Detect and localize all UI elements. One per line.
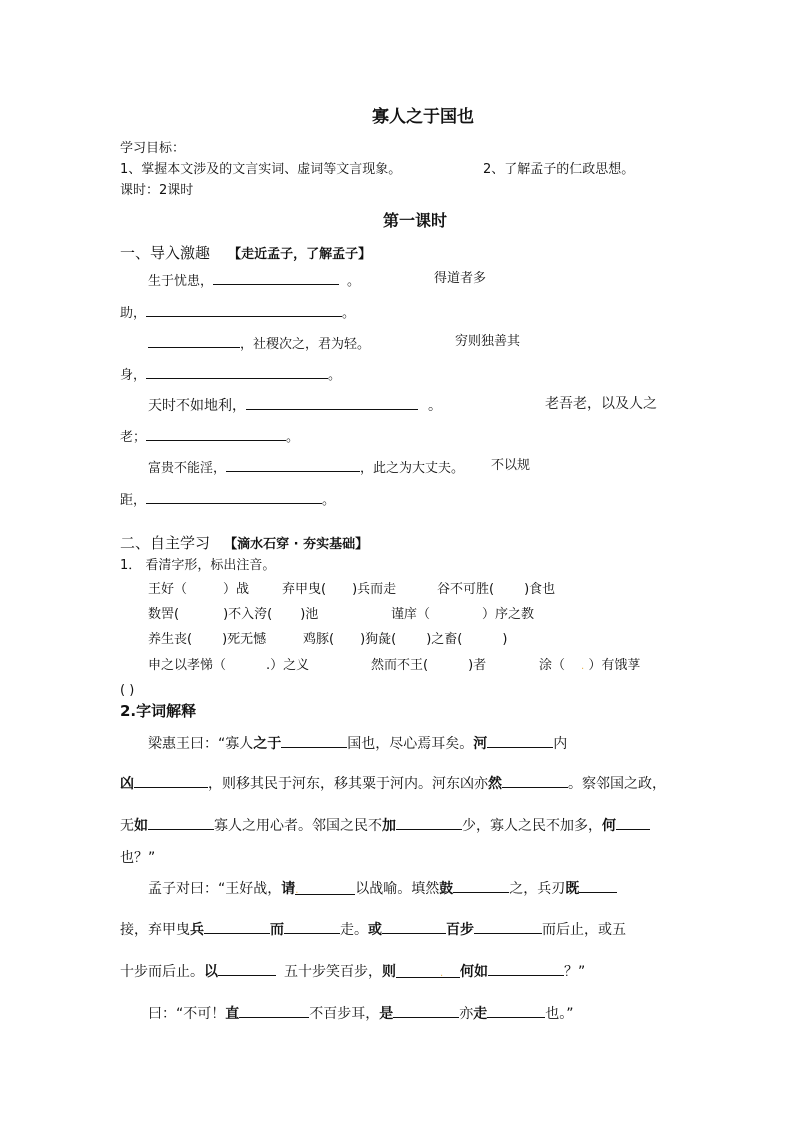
key-word: 则 [382,964,396,980]
key-word: 凶 [120,776,134,792]
passage-line-8 [148,1005,574,1021]
blank-dot: . [295,885,299,896]
pron-text: .）之义 [266,658,310,673]
goal-item-2: 2、了解孟子的仁政思想。 [483,162,635,177]
fill-blank[interactable] [226,459,360,472]
passage-text: ，则移其民于河东，移其粟于河内。河东凶亦 [208,776,488,792]
passage-text: 不百步耳， [309,1006,380,1022]
fill-blank[interactable] [295,882,355,895]
passage-text: 接，弃甲曳 [120,922,190,938]
quote-line-3 [148,335,370,351]
fill-blank[interactable] [284,921,340,934]
quote-text: 。 [342,306,356,321]
quote-text: ，社稷次之，君为轻。 [240,337,371,352]
quote-line-8 [120,491,335,507]
fill-blank[interactable] [213,272,339,285]
passage-text: 走。 [340,922,368,938]
pron-text: ）序之教 [482,607,535,622]
quote-text: 。 [428,398,442,414]
pron-text: )者 [468,658,487,673]
quote-text: 。 [328,368,342,383]
quote-text: 身， [120,368,147,383]
pron-item [437,583,555,596]
quote-text: 。 [286,430,300,445]
section2-heading: 二、自主学习 [120,534,211,552]
passage-text: 十步而后止。 [120,964,204,980]
section2-header [120,536,368,551]
quote-line-5 [148,397,442,413]
quote-text: 。 [347,274,361,289]
pron-text: 申之以孝悌（ [148,658,227,673]
pron-text: )狗彘( [360,632,397,647]
fill-blank[interactable] [204,921,270,934]
pron-row-4 [148,659,309,672]
pron-text: 弃甲曳( [282,582,327,597]
passage-text: 。察邻国之政， [568,776,666,792]
quote-line-7 [148,459,464,475]
key-word: 是 [379,1006,394,1022]
pron-row-5: ( ) [120,683,135,698]
quote-text: 。 [322,493,336,508]
goals-label: 学习目标： [120,141,186,156]
pron-text: 养生丧( [148,632,193,647]
key-word: 百步 [446,922,474,938]
fill-blank[interactable] [502,775,568,788]
quote-text: 天时不如地利， [148,398,246,414]
quote-text: 老吾老，以及人之 [545,396,657,412]
page-title: 寡人之于国也 [372,107,474,127]
passage-text: 之，兵刃 [509,881,566,897]
lesson-hours: 课时：2课时 [120,183,194,198]
quote-text: 富贵不能淫， [148,461,227,476]
section2-subtitle: 【滴水石穿 · 夯实基础】 [224,537,369,552]
pron-text: 然而不王( [371,658,429,673]
goal-item-1: 1、掌握本文涉及的文言实词、虚词等文言现象。 [120,162,402,177]
fill-blank[interactable] [487,1005,545,1018]
pron-dot: . [581,661,585,672]
fill-blank[interactable] [146,428,286,441]
fill-blank[interactable] [146,491,322,504]
pron-text: )池 [300,607,319,622]
key-word: 既 [565,881,580,897]
pron-text: )不入洿( [223,607,273,622]
pron-row-1 [148,583,249,596]
pron-item [303,633,507,646]
section1-heading: 一、导入激趣 [120,244,211,262]
key-word: 或 [368,922,382,938]
fill-blank[interactable] [148,817,214,830]
quote-text: 距， [120,493,147,508]
passage-text: 曰：“不可！ [148,1006,226,1022]
quote-text: 穷则独善其 [455,334,521,349]
pron-text: 鸡豚( [303,632,335,647]
pron-text: 涂（ [539,658,566,673]
key-word: 河 [473,736,488,752]
passage-text: 孟子对曰：“王好战， [148,881,282,897]
fill-blank[interactable] [148,335,240,348]
fill-blank[interactable] [246,397,418,410]
fill-blank[interactable] [488,963,564,976]
pron-text: )死无憾 [222,632,267,647]
pron-text: ) [502,632,508,647]
section2-intro: 1． 看清字形，标出注音。 [120,558,276,573]
key-word: 加 [382,818,396,834]
fill-blank[interactable] [146,304,342,317]
passage-text: 也。” [545,1006,574,1022]
section3-heading: 2.字词解释 [120,702,197,720]
pron-text: )兵而走 [352,582,397,597]
quote-text: 生于忧患， [148,274,214,289]
passage-text: 五十步笑百步， [284,964,382,980]
quote-text: 老； [120,430,147,445]
blank-dot: . [440,968,444,979]
fill-blank[interactable] [146,366,328,379]
key-word: 然 [488,776,502,792]
fill-blank[interactable] [474,921,542,934]
pron-text: ）有饿莩 [584,658,641,673]
key-word: 而 [270,922,284,938]
key-word: 走 [473,1006,488,1022]
passage-line-5 [148,880,617,896]
pron-row-3 [148,633,266,646]
lesson-heading: 第一课时 [383,211,448,230]
fill-blank[interactable] [281,735,347,748]
passage-text: ？” [564,964,586,980]
pron-text: ）战 [223,582,250,597]
key-word: 以 [204,964,218,980]
quote-line-1 [148,272,360,288]
passage-text: 国也，尽心焉耳矣。 [347,736,474,752]
pron-item [539,659,640,672]
passage-line-1 [148,735,567,751]
fill-blank[interactable] [487,735,553,748]
passage-line-7 [120,963,585,979]
key-word: 何如 [460,964,488,980]
passage-text: 无 [120,818,134,834]
quote-text: 得道者多 [434,271,487,286]
passage-text: 而后止，或五 [542,922,626,938]
passage-line-6 [120,921,626,937]
passage-text: 寡人之用心者。邻国之民不 [214,818,382,834]
quote-text: 不以规 [491,458,531,473]
quote-text: ，此之为大丈夫。 [360,461,465,476]
quote-line-6 [120,428,299,444]
quote-text: 助， [120,306,147,321]
fill-blank[interactable] [239,1005,309,1018]
passage-line-3 [120,817,650,833]
passage-line-2 [120,775,666,791]
fill-blank[interactable] [218,963,276,976]
key-word: 鼓 [439,881,454,897]
pron-text: )食也 [524,582,556,597]
pron-text: 谷不可胜( [437,582,495,597]
fill-blank[interactable] [382,921,446,934]
pron-text: )之畜( [426,632,463,647]
passage-text: 内 [553,736,568,752]
key-word: 直 [225,1006,240,1022]
quote-line-2 [120,304,355,320]
key-word: 请 [281,881,296,897]
pron-text: 谨庠（ [391,607,431,622]
section1-subtitle: 【走近孟子，了解孟子】 [228,247,372,262]
fill-blank[interactable] [453,880,509,893]
pron-item [371,659,486,672]
section1-header [120,246,371,261]
pron-item [282,583,396,596]
passage-text: 以战喻。填然 [355,881,440,897]
fill-blank[interactable] [134,775,208,788]
key-word: 之于 [253,736,282,752]
passage-text: 亦 [459,1006,474,1022]
quote-line-4 [120,366,341,382]
pron-row-2 [148,608,318,621]
fill-blank[interactable] [579,880,617,893]
key-word: 何 [602,818,616,834]
passage-text: 梁惠王曰：“寡人 [148,736,254,752]
fill-blank[interactable] [396,817,462,830]
pron-text: 数罟( [148,607,180,622]
key-word: 如 [134,818,148,834]
passage-text: 少，寡人之民不加多， [462,818,602,834]
fill-blank[interactable] [396,965,460,978]
key-word: 兵 [190,922,204,938]
pron-item [391,608,534,621]
pron-text: 王好（ [148,582,188,597]
passage-line-4: 也？” [120,850,156,866]
fill-blank[interactable] [393,1005,459,1018]
fill-blank[interactable] [616,817,650,830]
